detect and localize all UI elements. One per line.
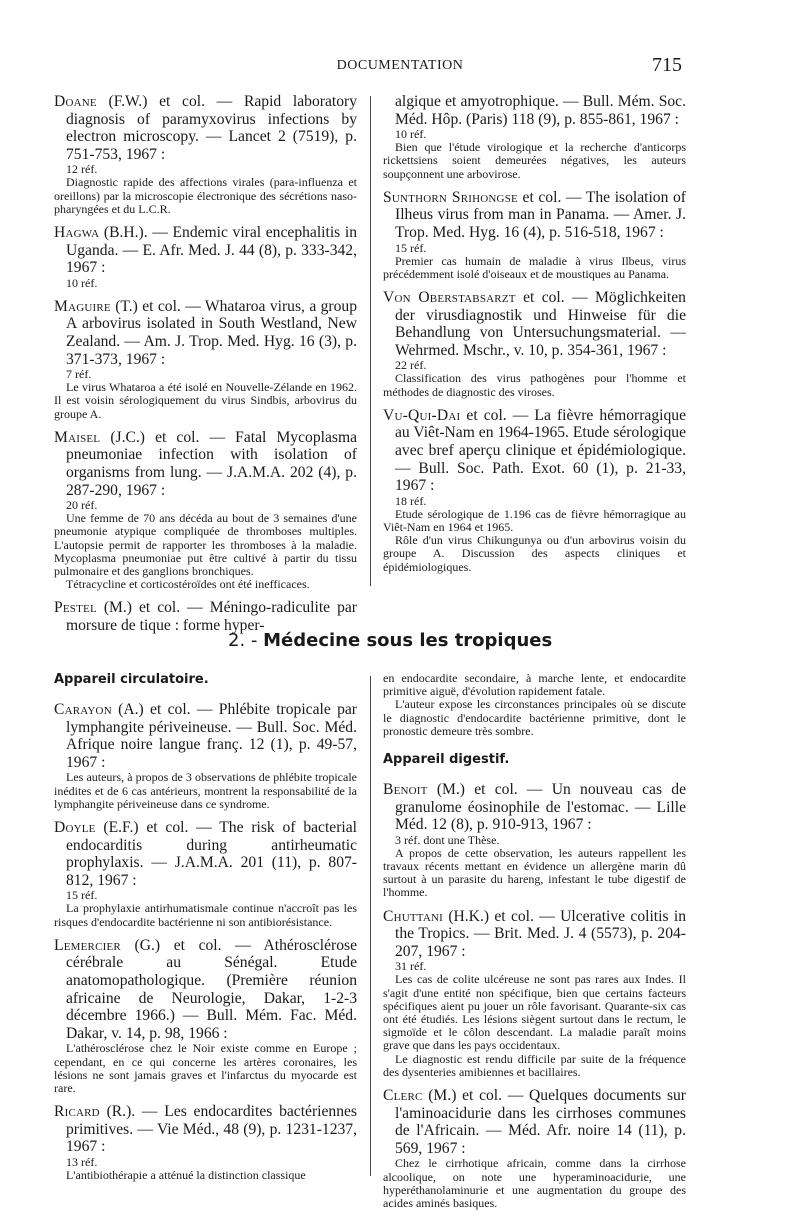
citation	[54, 429, 357, 499]
author-name: Clerc	[383, 1087, 423, 1105]
citation-text: algique et amyotrophique. — Bull. Mém. Soc. Méd. Hôp. (Paris) 118 (9), p. 855-861, 1967 :	[395, 93, 686, 128]
section-number: 2. -	[228, 630, 258, 651]
author-name: Doane	[54, 93, 97, 110]
citation-text: (T.) et col. — Whataroa virus, a group A arbovirus isolated in South Westland, New Zealand. — Am. J. Trop. Med. Hyg. 16 (3), p. 371-373, 1967 :	[66, 297, 357, 368]
citation-text: (M.) et col. — Méningo-radiculite par morsure de tique : forme hyper-	[66, 599, 357, 634]
page-number: 715	[652, 54, 682, 76]
bibliography-entry	[383, 407, 686, 574]
subsection-heading-digestif: Appareil digestif.	[383, 752, 510, 768]
author-name: Benoit	[383, 781, 428, 799]
bibliography-entry	[383, 289, 686, 399]
bibliography-entry	[54, 819, 357, 929]
citation	[54, 701, 357, 771]
bibliography-entry	[54, 298, 357, 421]
author-name: Maguire	[54, 297, 111, 315]
bibliography-entry	[54, 93, 357, 216]
reference-count: 15 réf.	[66, 888, 98, 903]
citation-text: et col. — La fièvre hémorragique au Viêt-Nam en 1964-1965. Etude sérologique avec bref aperçu clinique et épidémiologique. — Bull. Soc. Path. Exot. 60 (1), p. 21-33, 1967 :	[395, 406, 686, 495]
entries-bottom-left	[54, 701, 357, 1182]
abstract-paragraph: Le diagnostic est rendu difficile par suite de la fréquence des dysenteries amibiennes et bacillaires.	[383, 1051, 686, 1079]
abstract-paragraph: Premier cas humain de maladie à virus Ilbeus, virus précédemment isolé d'oiseaux et de moustiques au Panama.	[383, 253, 686, 281]
abstract-paragraph: A propos de cette observation, les auteurs rappellent les travaux récents mettant en évidence un allergène marin dû surtout à un parasite du hareng, infestant le tube digestif de l'homme.	[383, 845, 686, 900]
citation-text: et col. — Möglichkeiten der virusdiagnostik und Hinweise für die Behandlung von Untersuchungsmaterial. — Wehrmed. Mschr., v. 10, p. 354-361, 1967 :	[395, 288, 686, 359]
abstract-paragraph: Chez le cirrhotique africain, comme dans la cirrhose alcoolique, on note une hyperaminoacidurie, une hyperéthanolaminurie et une augmentation du groupe des acides aminés basiques.	[383, 1156, 686, 1210]
citation	[383, 407, 686, 495]
reference-count: 15 réf.	[395, 240, 427, 255]
bibliography-entry	[383, 189, 686, 281]
bibliography-entry	[54, 1103, 357, 1182]
reference-count: 20 réf.	[66, 498, 98, 513]
citation	[383, 1087, 686, 1157]
bibliography-entry	[54, 701, 357, 811]
reference-count: 3 réf. dont une Thèse.	[395, 832, 500, 847]
column-divider-top	[370, 96, 371, 586]
author-name: Doyle	[54, 818, 96, 836]
author-name: Vu-Qui-Dai	[383, 406, 461, 424]
author-name: Lemercier	[54, 936, 121, 954]
bibliography-entry	[383, 908, 686, 1079]
abstract-paragraph: Le virus Whataroa a été isolé en Nouvelle-Zélande en 1962. Il est voisin sérologiquement du virus Sindbis, arbovirus du groupe A.	[54, 380, 357, 421]
citation-text: (G.) et col. — Athérosclérose cérébrale au Sénégal. Etude anatomopathologique. (Première réunion africaine de Neurologie, Dakar, 1-2-3 décembre 1966.) — Bull. Mém. Fac. Méd. Dakar, v. 14, p. 98, 1966 :	[66, 936, 357, 1042]
reference-count: 22 réf.	[395, 358, 427, 373]
citation	[54, 819, 357, 889]
running-header: DOCUMENTATION	[336, 58, 464, 73]
abstract-paragraph: Tétracycline et corticostéroïdes ont été inefficaces.	[66, 577, 310, 592]
author-name: Hagwa	[54, 223, 100, 241]
reference-count: 7 réf.	[66, 367, 92, 382]
abstract-paragraph: Bien que l'étude virologique et la recherche d'anticorps rickettsiens soient demeurées négatives, les auteurs soupçonnent une arbovirose.	[383, 140, 686, 181]
column-top-left	[54, 93, 357, 643]
entries-bottom-right	[383, 781, 686, 1210]
citation	[54, 93, 357, 163]
abstract-paragraph: L'athérosclérose chez le Noir existe comme en Europe ; cependant, en ce qui concerne les artères coronaires, les lésions ne sont jamais graves et l'infarctus du myocarde est rare.	[54, 1041, 357, 1095]
abstract-paragraph: Rôle d'un virus Chikungunya ou d'un arbovirus voisin du groupe A. Discussion des aspects cliniques et épidémiologiques.	[383, 533, 686, 574]
reference-count: 13 réf.	[66, 1154, 98, 1169]
abstract-paragraph: Diagnostic rapide des affections virales (para-influenza et oreillons) par la microscopie électronique des sécrétions naso-pharyngées et du L.C.R.	[54, 175, 357, 216]
author-name: Carayon	[54, 701, 112, 718]
abstract-paragraph: L'auteur expose les circonstances principales où se discute le diagnostic d'endocardite bactérienne primitive, dont le pronostic demeure très sombre.	[383, 697, 686, 738]
citation	[383, 781, 686, 834]
author-name: Ricard	[54, 1103, 100, 1121]
continuation-abstract	[383, 672, 686, 738]
citation	[54, 937, 357, 1043]
abstract-paragraph: L'antibiothérapie a atténué la distinction classique	[66, 1167, 306, 1182]
citation	[383, 189, 686, 242]
author-name: Maisel	[54, 428, 101, 446]
citation-text: (M.) et col. — Quelques documents sur l'aminoacidurie dans les cirrhoses communes de l'Africain. — Méd. Afr. noire 14 (11), p. 569, 1967 :	[395, 1087, 686, 1157]
subsection-heading-circulatoire: Appareil circulatoire.	[54, 672, 209, 687]
column-top-right	[383, 93, 686, 582]
author-name: Pestel	[54, 599, 97, 617]
section-title: Médecine sous les tropiques	[263, 630, 553, 651]
abstract-paragraph: Les auteurs, à propos de 3 observations de phlébite tropicale inédites et de 6 cas antérieurs, montrent la responsabilité de la lymphangite périveineuse dans ce syndrome.	[54, 770, 357, 811]
column-bottom-left	[54, 672, 357, 1190]
section-heading	[228, 630, 552, 651]
column-divider-bottom	[370, 676, 371, 1176]
citation	[54, 1103, 357, 1156]
citation	[383, 908, 686, 961]
abstract-paragraph: La prophylaxie antirhumatismale continue n'accroît pas les risques d'endocardite bactérienne ni son antibiorésistance.	[54, 901, 357, 929]
citation-text: (A.) et col. — Phlébite tropicale par lymphangite périveineuse. — Bull. Soc. Méd. Afrique noire langue franç. 12 (1), p. 49-57, 1967 :	[66, 701, 357, 771]
citation	[383, 289, 686, 359]
abstract-paragraph: Une femme de 70 ans décéda au bout de 3 semaines d'une pneumonie atypique compliquée de thromboses multiples. L'autopsie permit de rapporter les thromboses à la maladie. Mycoplasma pneumoniae put être cultivé à partir du tissu pulmonaire et des ganglions bronchiques.	[54, 511, 357, 578]
author-name: Chuttani	[383, 907, 443, 925]
citation-text: (B.H.). — Endemic viral encephalitis in Uganda. — E. Afr. Med. J. 44 (8), p. 333-342, 1967 :	[66, 223, 357, 277]
column-bottom-right	[383, 672, 686, 1218]
reference-count: 10 réf.	[66, 275, 98, 290]
citation	[383, 93, 686, 128]
citation-text: (H.K.) et col. — Ulcerative colitis in the Tropics. — Brit. Med. J. 4 (5573), p. 204-207, 1967 :	[395, 907, 686, 960]
citation	[54, 224, 357, 277]
reference-count: 31 réf.	[395, 959, 427, 974]
citation-text: (J.C.) et col. — Fatal Mycoplasma pneumoniae infection with isolation of organisms from lung. — J.A.M.A. 202 (4), p. 287-290, 1967 :	[66, 428, 357, 499]
bibliography-entry	[54, 224, 357, 290]
author-name: Von Oberstabsarzt	[383, 288, 516, 306]
citation-text: et col. — The isolation of Ilheus virus from man in Panama. — Amer. J. Trop. Med. Hyg. 16 (4), p. 516-518, 1967 :	[395, 188, 686, 241]
abstract-paragraph: en endocardite secondaire, à marche lente, et endocardite primitive aiguë, d'évolution rapidement fatale.	[383, 671, 686, 699]
citation-text: (R.). — Les endocardites bactériennes primitives. — Vie Méd., 48 (9), p. 1231-1237, 1967 :	[66, 1103, 357, 1156]
bibliography-entry	[54, 429, 357, 592]
reference-count: 12 réf.	[66, 162, 98, 177]
reference-count: 10 réf.	[395, 127, 427, 142]
abstract-paragraph: Classification des virus pathogènes pour l'homme et méthodes de diagnostic des viroses.	[383, 371, 686, 399]
abstract-paragraph: Les cas de colite ulcéreuse ne sont pas rares aux Indes. Il s'agit d'une entité non spécifique, bien que certains facteurs spécifiques aient pu jouer un rôle favorisant. Quarante-six cas ont été étudiés. Les lésions siègent surtout dans le rectum, le sigmoïde et le côlon descendant. La maladie paraît moins grave que dans les pays occidentaux.	[383, 972, 686, 1053]
author-name: Sunthorn Srihongse	[383, 188, 518, 206]
bibliography-entry	[383, 781, 686, 900]
bibliography-entry	[383, 93, 686, 181]
citation	[54, 298, 357, 368]
citation-text: (M.) et col. — Un nouveau cas de granulome éosinophile de l'estomac. — Lille Méd. 12 (8), p. 910-913, 1967 :	[395, 781, 686, 834]
abstract-paragraph: Etude sérologique de 1.196 cas de fièvre hémorragique au Viêt-Nam en 1964 et 1965.	[383, 506, 686, 534]
citation-text: (F.W.) et col. — Rapid laboratory diagnosis of paramyxovirus infections by electron microscopy. — Lancet 2 (7519), p. 751-753, 1967 :	[66, 93, 357, 163]
reference-count: 18 réf.	[395, 493, 427, 508]
bibliography-entry	[383, 1087, 686, 1210]
citation-text: (E.F.) et col. — The risk of bacterial endocarditis during antirheumatic prophylaxis. — J.A.M.A. 201 (11), p. 807-812, 1967 :	[66, 818, 357, 889]
bibliography-entry	[54, 937, 357, 1095]
